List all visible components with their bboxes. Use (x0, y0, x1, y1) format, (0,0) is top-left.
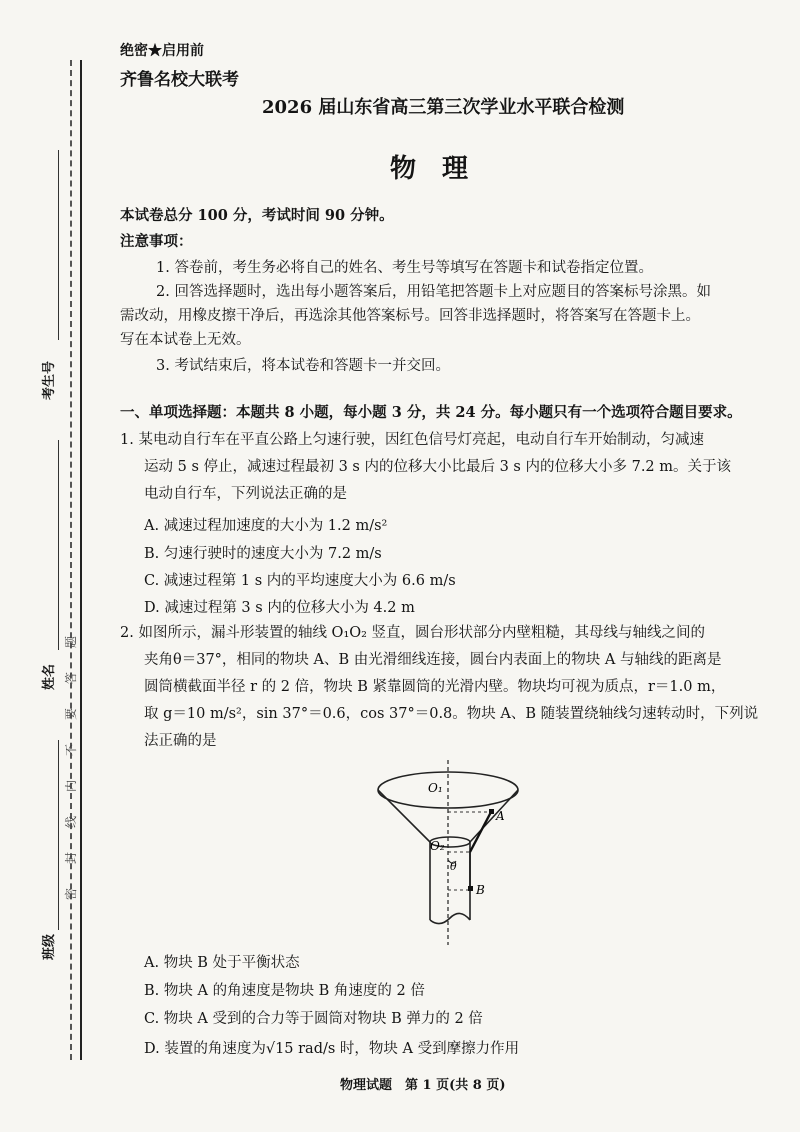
notes-title: 注意事项： (120, 233, 193, 250)
q2-stem-line4: 取 g＝10 m/s²，sin 37°＝0.6，cos 37°＝0.8。物块 A、B 随装置绕轴线匀速转动时，下列说 (144, 706, 759, 722)
block-b (468, 886, 473, 891)
cylinder-bottom (430, 913, 470, 923)
name-label: 姓名 (42, 663, 57, 690)
q1-stem-line2: 运动 5 s 停止，减速过程最初 3 s 内的位移大小比最后 3 s 内的位移大小多 7.2 m。关于该 (144, 459, 732, 475)
seal-text: 密 封 线 内 不 要 答 题 (64, 635, 78, 900)
q1-option-d: D. 减速过程第 3 s 内的位移大小为 4.2 m (144, 600, 415, 616)
note-1: 1. 答卷前，考生务必将自己的姓名、考生号等填写在答题卡和试卷指定位置。 (156, 260, 653, 276)
binding-dashed-line (70, 60, 72, 1060)
label-a: A (496, 809, 505, 823)
alliance-name: 齐鲁名校大联考 (120, 70, 239, 90)
class-field (58, 740, 59, 930)
note-3: 3. 考试结束后，将本试卷和答题卡一并交回。 (156, 358, 450, 374)
page-footer: 物理试题 第 1 页(共 8 页) (340, 1078, 506, 1093)
subject-title: 物 理 (390, 154, 469, 184)
secret-mark: 绝密★启用前 (120, 43, 204, 59)
label-o1: O₁ (428, 781, 443, 795)
q1-option-c: C. 减速过程第 1 s 内的平均速度大小为 6.6 m/s (144, 573, 456, 589)
block-a (489, 809, 494, 814)
q1-option-b: B. 匀速行驶时的速度大小为 7.2 m/s (144, 546, 382, 562)
section-heading: 一、单项选择题：本题共 8 小题，每小题 3 分，共 24 分。每小题只有一个选项符合题目要求。 (120, 404, 742, 421)
label-b: B (476, 883, 485, 897)
exam-number-field (58, 150, 59, 340)
exam-number-label: 考生号 (42, 360, 57, 400)
q1-stem-line1: 1. 某电动自行车在平直公路上匀速行驶，因红色信号灯亮起，电动自行车开始制动，匀减速 (120, 432, 704, 448)
funnel-figure (370, 760, 530, 945)
note-2c: 写在本试卷上无效。 (120, 332, 251, 348)
q1-option-a: A. 减速过程加速度的大小为 1.2 m/s² (144, 518, 388, 534)
q2-option-b: B. 物块 A 的角速度是物块 B 角速度的 2 倍 (144, 983, 425, 999)
q2-stem-line1: 2. 如图所示，漏斗形装置的轴线 O₁O₂ 竖直，圆台形状部分内壁粗糙，其母线与轴线之间的 (120, 625, 706, 641)
q1-stem-line3: 电动自行车，下列说法正确的是 (144, 486, 347, 502)
q2-stem-line2: 夹角θ＝37°，相同的物块 A、B 由光滑细线连接，圆台内表面上的物块 A 与轴线的距离是 (144, 652, 722, 668)
funnel-left-side (378, 790, 430, 842)
binding-line (80, 60, 82, 1060)
q2-stem-line5: 法正确的是 (144, 733, 217, 749)
label-theta: θ (450, 860, 457, 873)
note-2a: 2. 回答选择题时，选出每小题答案后，用铅笔把答题卡上对应题目的答案标号涂黑。如 (156, 284, 711, 300)
q2-stem-line3: 圆筒横截面半径 r 的 2 倍，物块 B 紧靠圆筒的光滑内壁。物块均可视为质点，r＝1.0 m， (144, 679, 726, 695)
exam-title: 2026 届山东省高三第三次学业水平联合检测 (262, 97, 625, 118)
note-2b: 需改动，用橡皮擦干净后，再选涂其他答案标号。回答非选择题时，将答案写在答题卡上。 (120, 308, 700, 324)
class-label: 班级 (42, 933, 57, 960)
score-time: 本试卷总分 100 分，考试时间 90 分钟。 (120, 207, 394, 224)
label-o2: O₂ (430, 839, 445, 853)
string-a (470, 812, 491, 852)
funnel-right-side (470, 790, 518, 842)
q2-option-c: C. 物块 A 受到的合力等于圆筒对物块 B 弹力的 2 倍 (144, 1011, 483, 1027)
name-field (58, 440, 59, 650)
q2-option-a: A. 物块 B 处于平衡状态 (144, 955, 300, 971)
q2-option-d: D. 装置的角速度为√15 rad/s 时，物块 A 受到摩擦力作用 (144, 1041, 520, 1057)
